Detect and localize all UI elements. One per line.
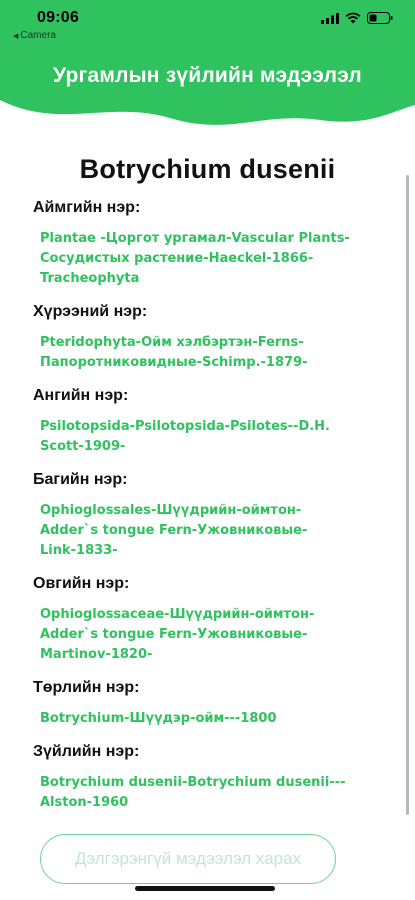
rank-value	[40, 605, 375, 665]
rank-label: Ангийн нэр:	[33, 387, 129, 404]
rank-value-line: Botrychium-Шүүдэр-ойм---1800	[40, 711, 277, 726]
rank-label: Зүйлийн нэр:	[33, 743, 140, 760]
status-bar	[0, 0, 415, 44]
species-detail	[0, 150, 415, 813]
rank-label: Төрлийн нэр:	[33, 679, 140, 696]
header-wave	[0, 100, 415, 150]
rank-value	[40, 709, 375, 729]
rank-value-line: Plantae -Цоргот ургамал-Vascular Plants-	[40, 231, 350, 246]
battery-icon	[367, 12, 393, 24]
home-indicator[interactable]	[135, 886, 275, 891]
back-triangle-icon: ◀	[13, 32, 19, 40]
header-title: Ургамлын зүйлийн мэдээлэл	[53, 64, 362, 87]
rank-label: Овгийн нэр:	[33, 575, 130, 592]
rank-value-line: Папоротниковидные-Schimp.-1879-	[40, 355, 308, 370]
rank-value-line: Ophioglossales-Шүүдрийн-оймтон-	[40, 503, 302, 518]
app-header	[0, 0, 415, 150]
rank-value-line: Tracheophyta	[40, 271, 140, 286]
rank-value	[40, 229, 375, 289]
signal-icon	[321, 13, 339, 24]
wifi-icon	[345, 12, 361, 24]
rank-value	[40, 417, 375, 457]
species-title: Botrychium dusenii	[79, 154, 336, 184]
rank-order	[33, 471, 375, 561]
back-to-camera-label: Camera	[20, 30, 56, 41]
rank-label: Хүрээний нэр:	[33, 303, 148, 320]
rank-kingdom	[33, 199, 375, 289]
rank-value-line: Psilotopsida-Psilotopsida-Psilotes--D.H.	[40, 419, 330, 434]
more-info-button[interactable]: Дэлгэрэнгүй мэдээлэл харах	[40, 834, 336, 884]
rank-value-line: Сосудистых растение-Haeckel-1866-	[40, 251, 314, 266]
rank-value-line: Adder`s tongue Fern-Ужовниковые-	[40, 627, 308, 642]
back-to-camera-link[interactable]	[13, 30, 56, 41]
rank-label: Аймгийн нэр:	[33, 199, 141, 216]
rank-value-line: Pteridophyta-Ойм хэлбэртэн-Ferns-	[40, 335, 304, 350]
rank-division	[33, 303, 375, 373]
rank-class	[33, 387, 375, 457]
rank-value-line: Ophioglossaceae-Шүүдрийн-оймтон-	[40, 607, 315, 622]
status-icons	[321, 12, 393, 24]
rank-family	[33, 575, 375, 665]
rank-genus	[33, 679, 375, 729]
rank-value	[40, 773, 375, 813]
rank-value-line: Link-1833-	[40, 543, 118, 558]
rank-value-line: Martinov-1820-	[40, 647, 153, 662]
rank-value-line: Botrychium dusenii-Botrychium dusenii---	[40, 775, 346, 790]
rank-value-line: Alston-1960	[40, 795, 129, 810]
rank-value-line: Scott-1909-	[40, 439, 126, 454]
status-time: 09:06	[37, 9, 79, 26]
rank-value-line: Adder`s tongue Fern-Ужовниковые-	[40, 523, 308, 538]
rank-value	[40, 501, 375, 561]
rank-species	[33, 743, 375, 813]
rank-value	[40, 333, 375, 373]
rank-label: Багийн нэр:	[33, 471, 128, 488]
